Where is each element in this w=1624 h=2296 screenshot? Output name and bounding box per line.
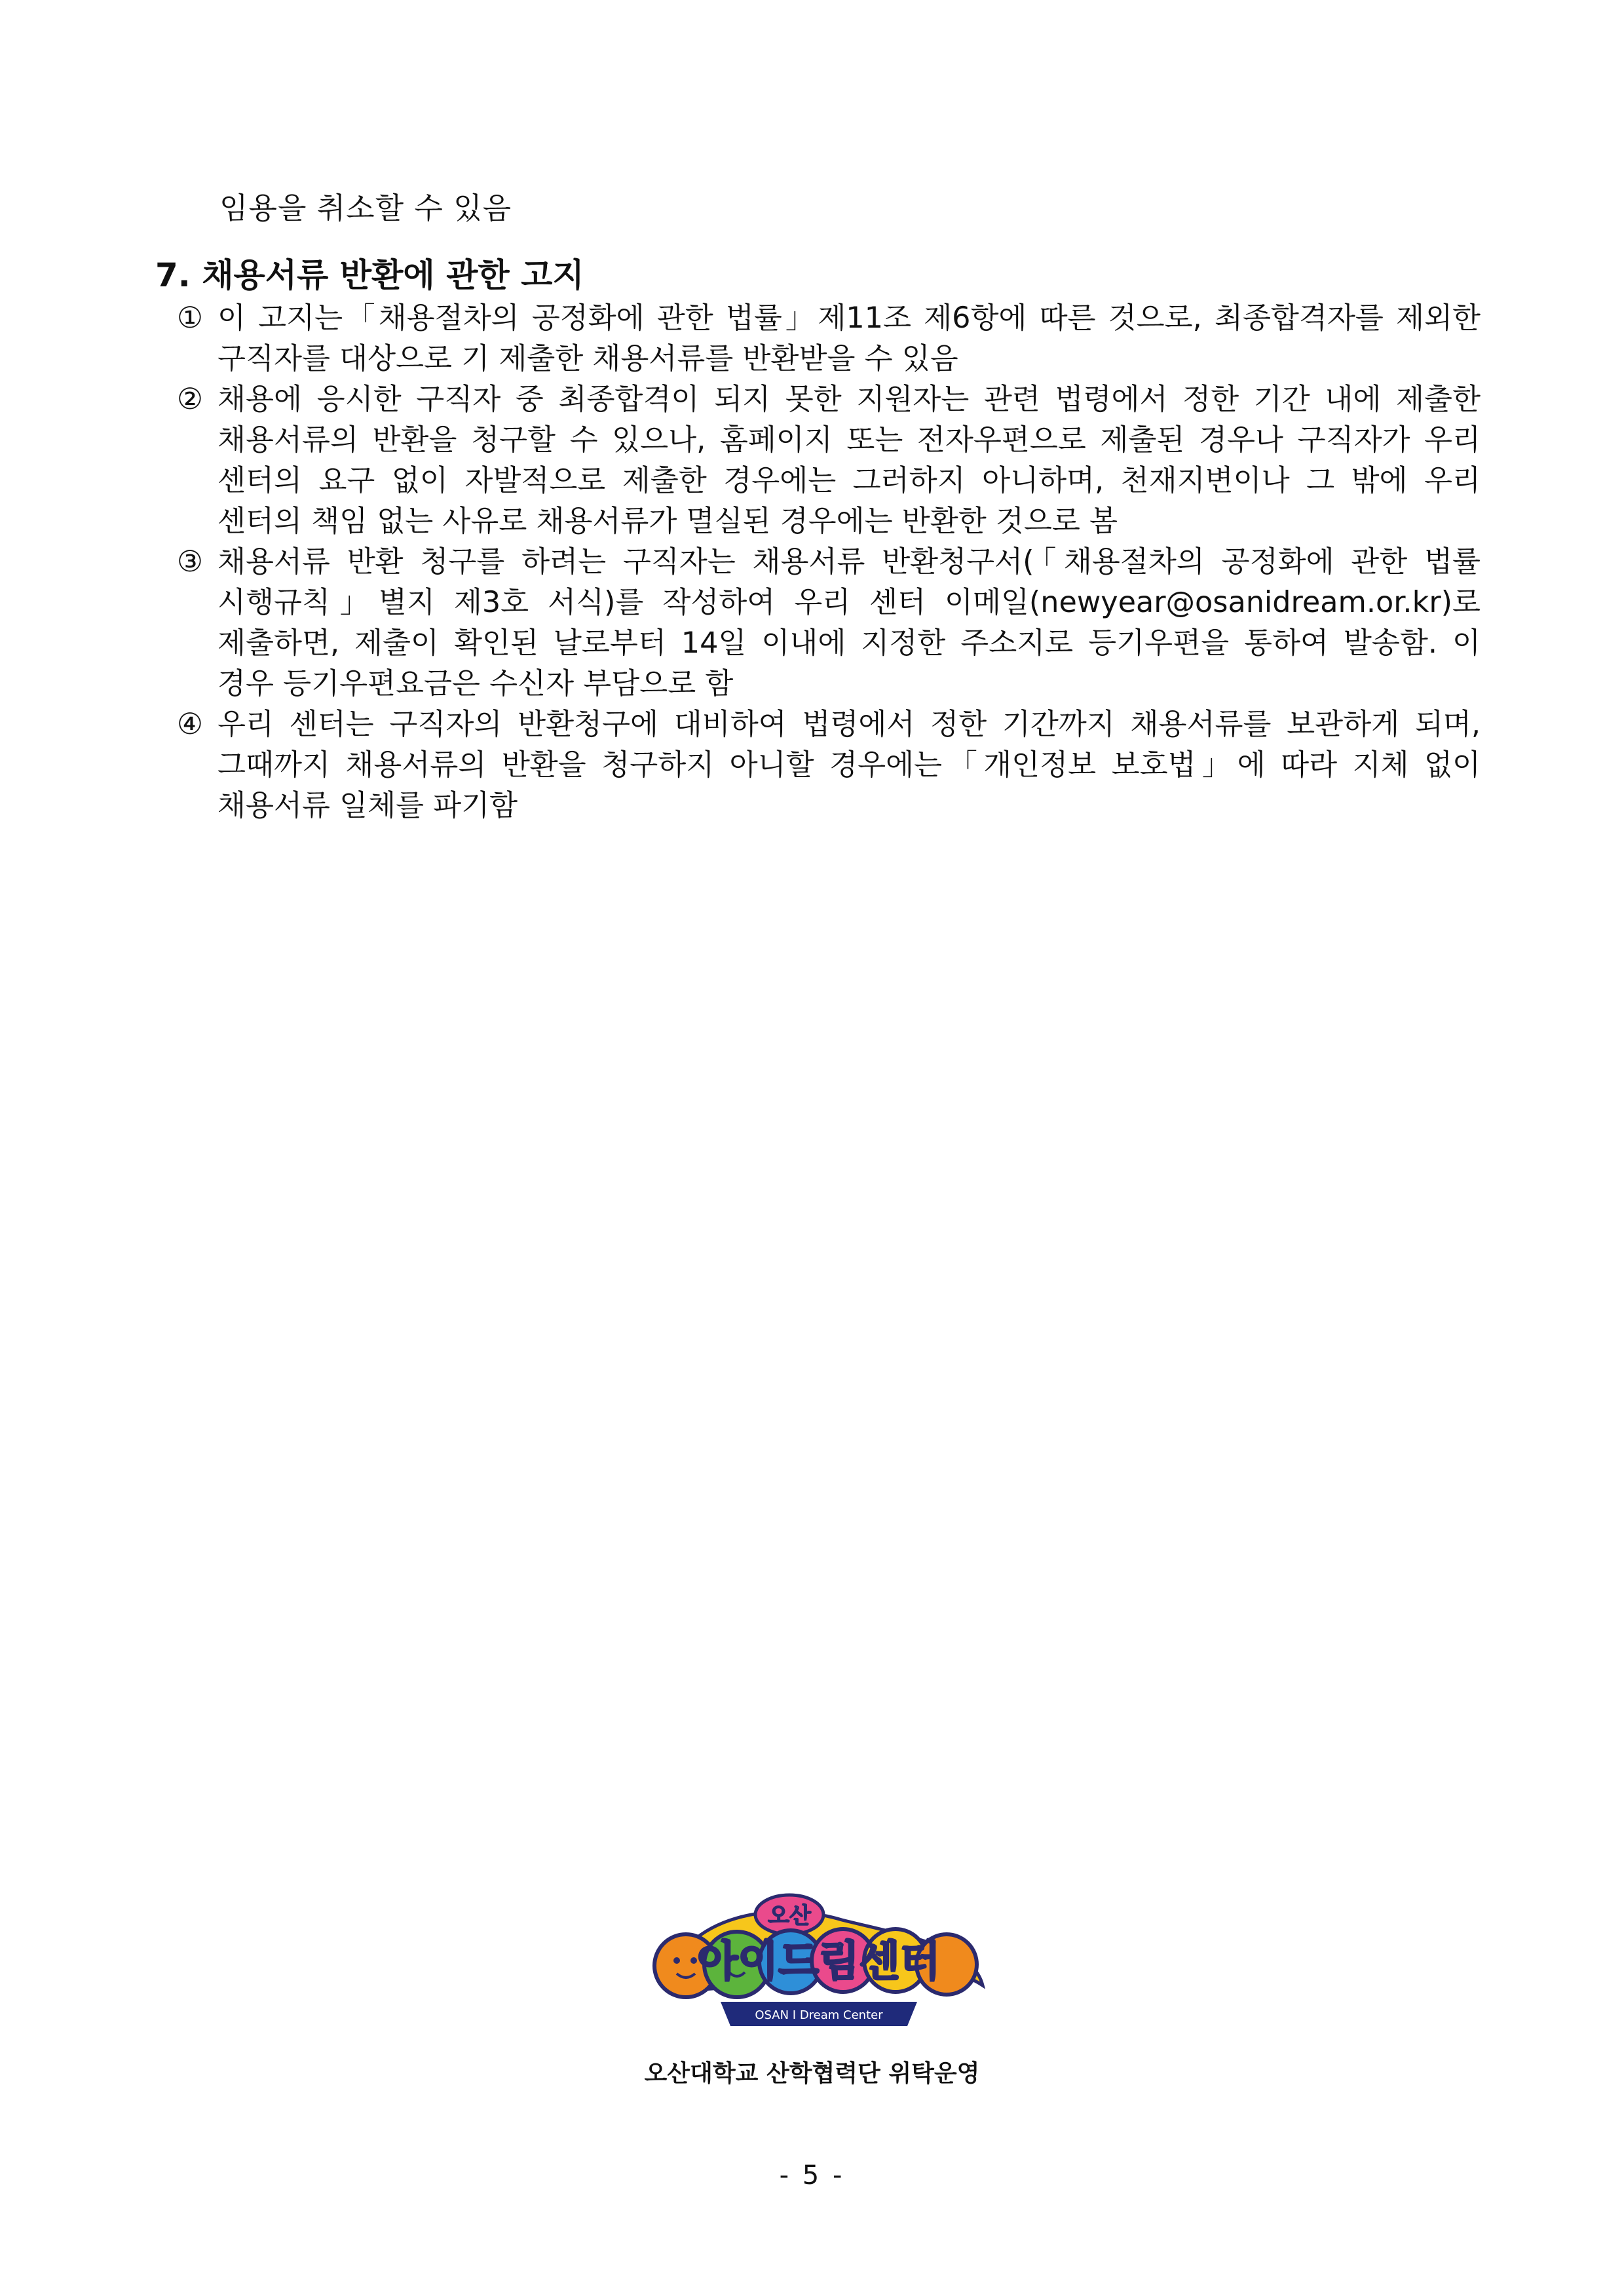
section-title: 7. 채용서류 반환에 관한 고지: [155, 256, 584, 294]
logo-top-text: 오산: [768, 1903, 811, 1929]
item-marker: ②: [177, 383, 203, 416]
center-logo: [645, 1887, 992, 2044]
list-item: [177, 379, 1481, 542]
item-text: 채용에 응시한 구직자 중 최종합격이 되지 못한 지원자는 관련 법령에서 정한 기간 내에 제출한 채용서류의 반환을 청구할 수 있으나, 홈페이지 또는 전자우편으로 제출된 경우나 구직자가 우리 센터의 요구 없이 자발적으로 제출한 경우에는 그러하지 아니하며, 천재지변이나 그 밖에 우리 센터의 책임 없는 사유로 채용서류가 멸실된 경우에는 반환한 것으로 봄: [217, 383, 1481, 538]
list-item: [177, 542, 1481, 704]
logo-graphic: [645, 1887, 992, 2044]
page-number: - 5 -: [779, 2160, 845, 2191]
continuation-text: 임용을 취소할 수 있음: [219, 191, 512, 225]
logo-sub-text: OSAN I Dream Center: [755, 2008, 883, 2022]
item-text: 채용서류 반환 청구를 하려는 구직자는 채용서류 반환청구서(「채용절차의 공정화에 관한 법률 시행규칙」별지 제3호 서식)를 작성하여 우리 센터 이메일(newyear@osanidream.or.kr)로 제출하면, 제출이 확인된 날로부터 14일 이내에 지정한 주소지로 등기우편을 통하여 발송함. 이 경우 등기우편요금은 수신자 부담으로 함: [217, 545, 1481, 700]
logo-main-text: 아이드림센터: [697, 1938, 941, 1986]
list-item: [177, 704, 1481, 826]
item-text: 우리 센터는 구직자의 반환청구에 대비하여 법령에서 정한 기간까지 채용서류를 보관하게 되며, 그때까지 채용서류의 반환을 청구하지 아니할 경우에는「개인정보 보호법」에 따라 지체 없이 채용서류 일체를 파기함: [217, 708, 1481, 822]
item-marker: ①: [177, 301, 203, 335]
operator-caption: 오산대학교 산학협력단 위탁운영: [644, 2060, 980, 2087]
notice-list: [177, 298, 1481, 826]
item-marker: ③: [177, 545, 203, 579]
item-marker: ④: [177, 708, 203, 741]
list-item: [177, 298, 1481, 379]
item-text: 이 고지는「채용절차의 공정화에 관한 법률」제11조 제6항에 따른 것으로, 최종합격자를 제외한 구직자를 대상으로 기 제출한 채용서류를 반환받을 수 있음: [217, 301, 1481, 375]
